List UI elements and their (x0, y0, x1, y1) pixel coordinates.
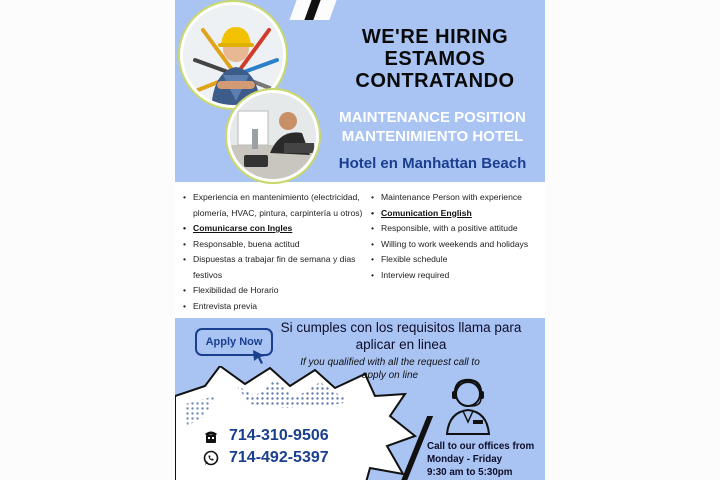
requirement-item: • Comunication English (371, 206, 541, 222)
requirement-item: • Responsible, with a positive attitude (371, 221, 541, 237)
phone-number-row (203, 427, 329, 445)
phone-number-1[interactable]: 714-310-9506 (229, 427, 329, 444)
apply-section (175, 318, 545, 480)
requirements-list-es (183, 190, 368, 314)
hiring-title-es-1: ESTAMOS (384, 48, 486, 70)
requirements-list-en (371, 190, 541, 283)
hiring-title-es-2: CONTRATANDO (355, 70, 515, 92)
requirement-item: • Dispuestas a trabajar fin de semana y dias festivos (183, 252, 368, 283)
header-section (175, 0, 545, 182)
hotel-location: Hotel en Manhattan Beach (338, 155, 527, 172)
position-title-en: MAINTENANCE POSITION (339, 109, 526, 126)
position-title (325, 108, 540, 146)
hiring-title-en: WE'RE HIRING (361, 26, 509, 48)
apply-instructions-en: If you qualified with all the request call to apply on line (300, 357, 480, 381)
requirement-item: • Entrevista previa (183, 299, 368, 315)
hiring-headline (335, 26, 535, 92)
whatsapp-icon (203, 450, 219, 466)
office-hours-line: Monday - Friday (427, 454, 503, 465)
requirement-item: • Responsable, buena actitud (183, 237, 368, 253)
requirement-item: • Willing to work weekends and holidays (371, 237, 541, 253)
requirement-item: • Interview required (371, 268, 541, 284)
office-hours (427, 440, 545, 479)
requirement-item: • Maintenance Person with experience (371, 190, 541, 206)
requirement-item: • Experiencia en mantenimiento (electricidad, plomería, HVAC, pintura, carpintería u otros) (183, 190, 368, 221)
requirement-item: • Flexibilidad de Horario (183, 283, 368, 299)
apply-now-button[interactable]: Apply Now (195, 328, 273, 356)
requirement-item: • Flexible schedule (371, 252, 541, 268)
apply-instructions-es: Si cumples con los requisitos llama para aplicar en linea (280, 320, 522, 352)
call-center-agent-icon (441, 376, 495, 436)
hiring-flyer (175, 0, 545, 480)
office-hours-line: 9:30 am to 5:30pm (427, 467, 513, 478)
office-phone-icon (203, 428, 219, 444)
requirement-item: • Comunicarse con Ingles (183, 221, 368, 237)
phone-number-row (203, 449, 329, 467)
plumber-photo (227, 90, 319, 182)
office-hours-line: Call to our offices from (427, 441, 535, 452)
position-title-es: MANTENIMIENTO HOTEL (341, 128, 524, 145)
phone-number-2[interactable]: 714-492-5397 (229, 449, 329, 466)
